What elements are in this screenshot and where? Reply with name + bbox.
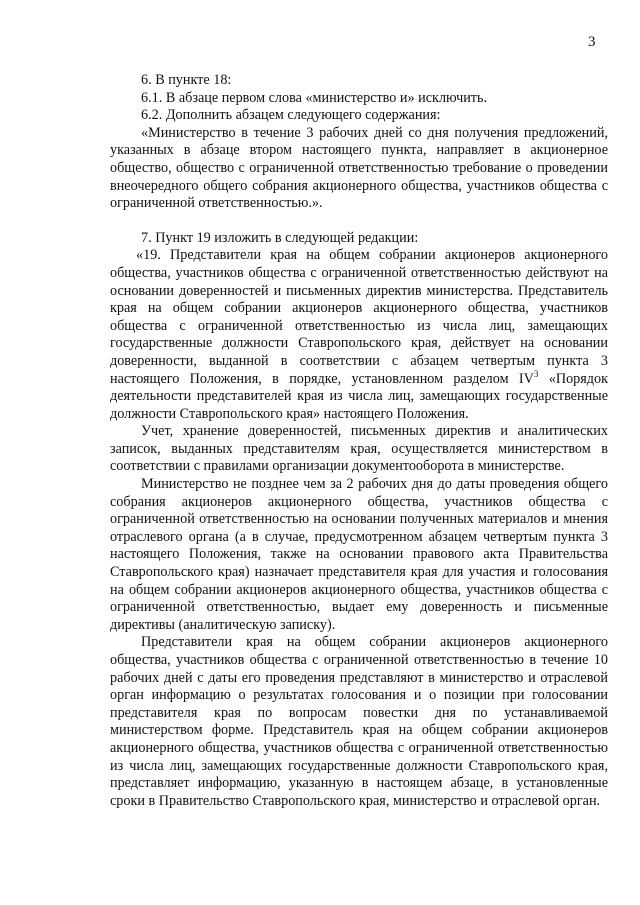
paragraph-7: 7. Пункт 19 изложить в следующей редакции: — [141, 229, 419, 246]
paragraph-ministry-deadline: Министерство не позднее чем за 2 рабочих дня до даты проведения общего собрания акционеров акционерного общества, участников общества с ограниченной ответственностью на основании полученных материалов и мнения отраслевого органа (а в случае, предусмотренном абзацем четвертым пункта 3 настоящего Положения, также на основании правового акта Правительства Ставропольского края) назначает представителя края для участия и голосования на общем собрании акционеров акционерного общества, участников общества с ограниченной ответственностью, выдает ему доверенность и письменные директивы (аналитическую записку). — [110, 476, 608, 633]
page-number: 3 — [588, 34, 596, 50]
paragraph-19-text-a: «19. Представители края на общем собрании акционеров акционерного общества, участников общества с ограниченной ответственностью действуют на основании доверенностей и письменных директив министерства. Представитель края на общем собрании акционеров акционерного общества, участников общества с ограниченной ответственностью из числа лиц, замещающих государственные должности Ставропольского края, действует на основании доверенности, выданной в соответствии с абзацем четвертым пункта 3 настоящего Положения, в порядке, установленном разделом IV — [110, 247, 608, 387]
paragraph-representatives-report: Представители края на общем собрании акционеров акционерного общества, участников общества с ограниченной ответственностью в течение 10 рабочих дней с даты его проведения представляют в министерство и отраслевой орган информацию о результатах голосования и о позиции при голосовании представителя края по вопросам повестки дня по устанавливаемой министерством форме. Представитель края на общем собрании акционеров акционерного общества, участников общества с ограниченной ответственностью из числа лиц, замещающих государственные должности Ставропольского края, представляет информацию, указанную в настоящем абзаце, в установленные сроки в Правительство Ставропольского края, министерство и отраслевой орган. — [110, 634, 608, 809]
paragraph-accounting: Учет, хранение доверенностей, письменных директив и аналитических записок, выданных представителям края, осуществляется министерством в соответствии с правилами организации документооборота в министерстве. — [110, 423, 608, 475]
section-superscript: 3 — [533, 368, 539, 379]
paragraph-6-2: 6.2. Дополнить абзацем следующего содержания: — [141, 107, 441, 124]
paragraph-6: 6. В пункте 18: — [141, 72, 232, 88]
paragraph-19 — [110, 247, 608, 423]
paragraph-gap — [110, 213, 608, 230]
paragraph-6-1: 6.1. В абзаце первом слова «министерство и» исключить. — [141, 89, 488, 106]
document-body — [110, 72, 608, 810]
paragraph-6-2-text: «Министерство в течение 3 рабочих дней со дня получения предложений, указанных в абзаце втором настоящего пункта, направляет в акционерное общество, общество с ограниченной ответственностью требование о проведении внеочередного общего собрания акционерного общества, участников общества с ограниченной ответственностью.». — [110, 124, 608, 212]
paragraph-19-text-b: «Порядок деятельности представителей края из числа лиц, замещающих государственные должности Ставропольского края» настоящего Положения. — [110, 370, 608, 422]
